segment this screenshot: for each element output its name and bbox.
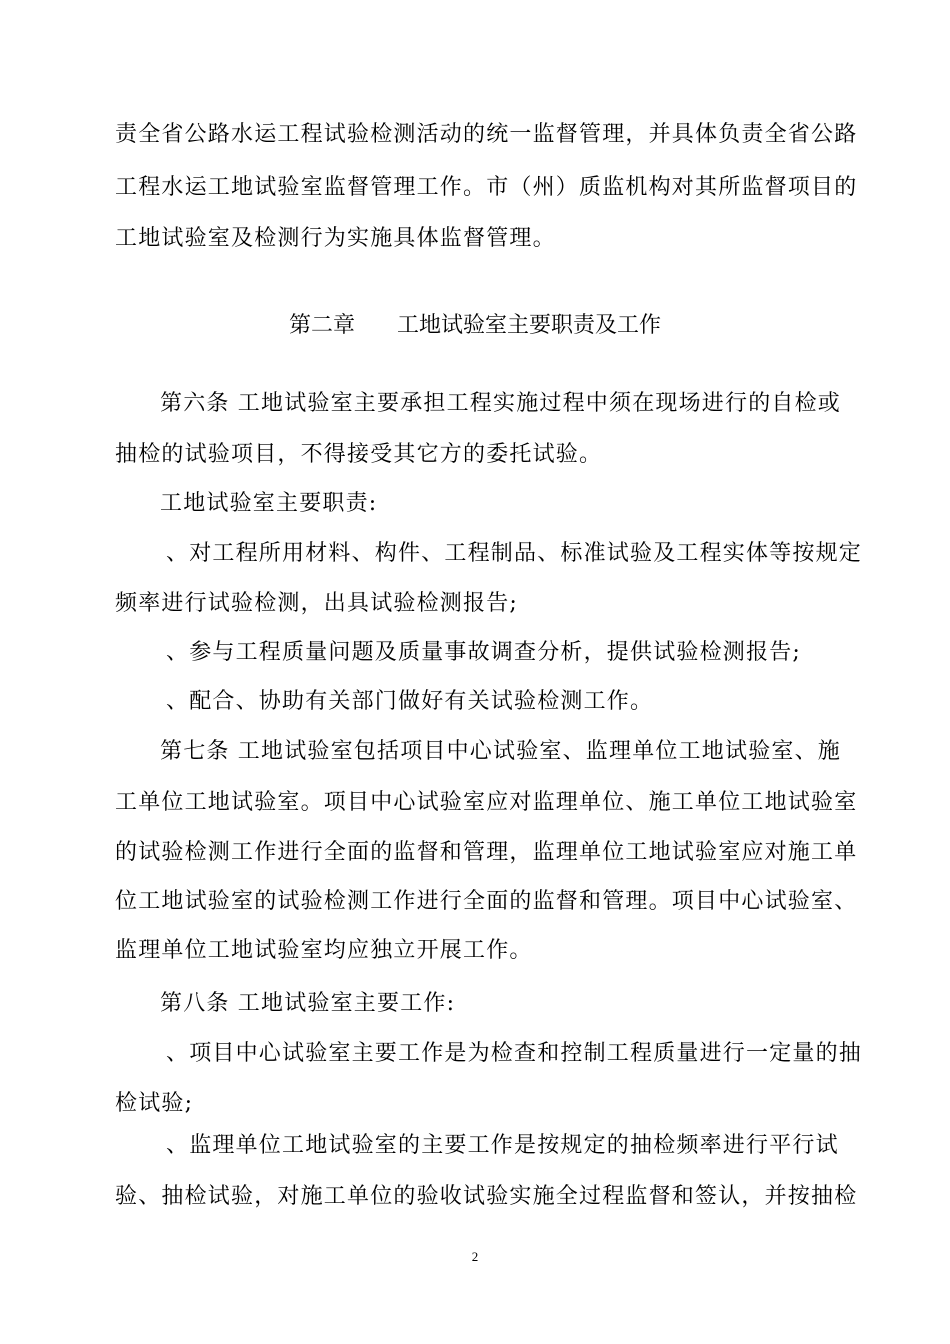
duty-item-line: 、参与工程质量问题及质量事故调查分析，提供试验检测报告;	[166, 640, 802, 665]
paragraph-line: 责全省公路水运工程试验检测活动的统一监督管理，并具体负责全省公路	[115, 122, 858, 147]
duty-item-line: 、配合、协助有关部门做好有关试验检测工作。	[166, 689, 654, 714]
duty-item-line: 、对工程所用材料、构件、工程制品、标准试验及工程实体等按规定	[166, 541, 863, 566]
article-6-line: 第六条 工地试验室主要承担工程实施过程中须在现场进行的自检或	[160, 391, 841, 416]
paragraph-line: 工地试验室及检测行为实施具体监督管理。	[115, 226, 556, 251]
work-item-line: 、监理单位工地试验室的主要工作是按规定的抽检频率进行平行试	[166, 1133, 839, 1158]
article-6-line: 抽检的试验项目，不得接受其它方的委托试验。	[115, 442, 603, 467]
article-7-line: 监理单位工地试验室均应独立开展工作。	[115, 938, 533, 963]
work-item-line: 检试验;	[115, 1091, 194, 1116]
article-7-line: 第七条 工地试验室包括项目中心试验室、监理单位工地试验室、施	[160, 739, 841, 764]
page-number: 2	[471, 1249, 479, 1264]
duty-item-line: 频率进行试验检测，出具试验检测报告;	[115, 591, 519, 616]
article-7-line: 位工地试验室的试验检测工作进行全面的监督和管理。项目中心试验室、	[115, 889, 858, 914]
article-7-line: 的试验检测工作进行全面的监督和管理，监理单位工地试验室应对施工单	[115, 840, 858, 865]
paragraph-line: 工程水运工地试验室监督管理工作。市（州）质监机构对其所监督项目的	[115, 175, 858, 200]
article-7-line: 工单位工地试验室。项目中心试验室应对监理单位、施工单位工地试验室	[115, 790, 858, 815]
work-item-line: 验、抽检试验，对施工单位的验收试验实施全过程监督和签认，并按抽检	[115, 1184, 858, 1209]
chapter-title: 第二章 工地试验室主要职责及工作	[289, 313, 661, 338]
duties-heading: 工地试验室主要职责:	[160, 491, 378, 516]
article-8-line: 第八条 工地试验室主要工作:	[160, 991, 456, 1016]
work-item-line: 、项目中心试验室主要工作是为检查和控制工程质量进行一定量的抽	[166, 1041, 863, 1066]
